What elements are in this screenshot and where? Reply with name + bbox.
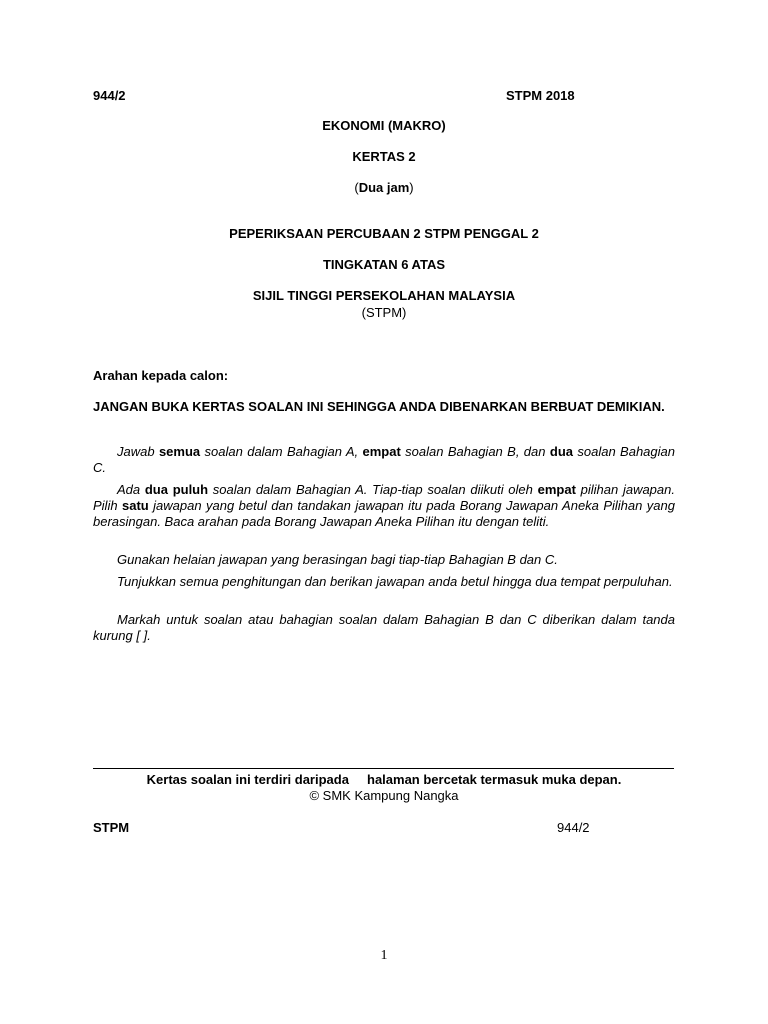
duration-close: ) bbox=[409, 180, 414, 195]
instruction-1: Jawab semua soalan dalam Bahagian A, empat soalan Bahagian B, dan dua soalan Bahagian C. bbox=[93, 444, 675, 475]
footer-stpm: STPM bbox=[93, 820, 130, 835]
page-number: 1 bbox=[380, 948, 388, 963]
certificate-abbr: (STPM) bbox=[361, 305, 407, 320]
warning-text: JANGAN BUKA KERTAS SOALAN INI SEHINGGA ANDA DIBENARKAN BERBUAT DEMIKIAN. bbox=[93, 399, 665, 414]
exam-title: PEPERIKSAAN PERCUBAAN 2 STPM PENGGAL 2 bbox=[229, 226, 539, 241]
exam-year: STPM 2018 bbox=[506, 88, 575, 103]
subject-title: EKONOMI (MAKRO) bbox=[322, 118, 446, 133]
footer-code: 944/2 bbox=[557, 820, 590, 835]
instruction-2: Ada dua puluh soalan dalam Bahagian A. Tiap-tiap soalan diikuti oleh empat pilihan jawapan. Pilih satu jawapan yang betul dan tandakan jawapan itu pada Borang Jawapan Aneka Pilihan yang berasingan. Baca arahan pada Borang Jawapan Aneka Pilihan itu dengan teliti. bbox=[93, 482, 675, 529]
instruction-3: Gunakan helaian jawapan yang berasingan bagi tiap-tiap Bahagian B dan C. bbox=[117, 552, 558, 567]
pages-note: Kertas soalan ini terdiri daripada halaman bercetak termasuk muka depan. bbox=[146, 772, 622, 787]
instruction-4: Tunjukkan semua penghitungan dan berikan jawapan anda betul hingga dua tempat perpuluhan. bbox=[117, 574, 673, 589]
copyright: © SMK Kampung Nangka bbox=[309, 788, 459, 803]
duration-text: Dua jam bbox=[358, 180, 410, 195]
certificate-name: SIJIL TINGGI PERSEKOLAHAN MALAYSIA bbox=[252, 288, 516, 303]
form-level: TINGKATAN 6 ATAS bbox=[322, 257, 446, 272]
paper-code: 944/2 bbox=[93, 88, 126, 103]
paper-number: KERTAS 2 bbox=[352, 149, 416, 164]
duration bbox=[0, 180, 768, 195]
instructions-heading: Arahan kepada calon: bbox=[93, 368, 229, 383]
instruction-5: Markah untuk soalan atau bahagian soalan dalam Bahagian B dan C diberikan dalam tanda kurung [ ]. bbox=[93, 612, 675, 643]
footer-divider bbox=[93, 768, 674, 769]
duration-open: ( bbox=[354, 180, 359, 195]
